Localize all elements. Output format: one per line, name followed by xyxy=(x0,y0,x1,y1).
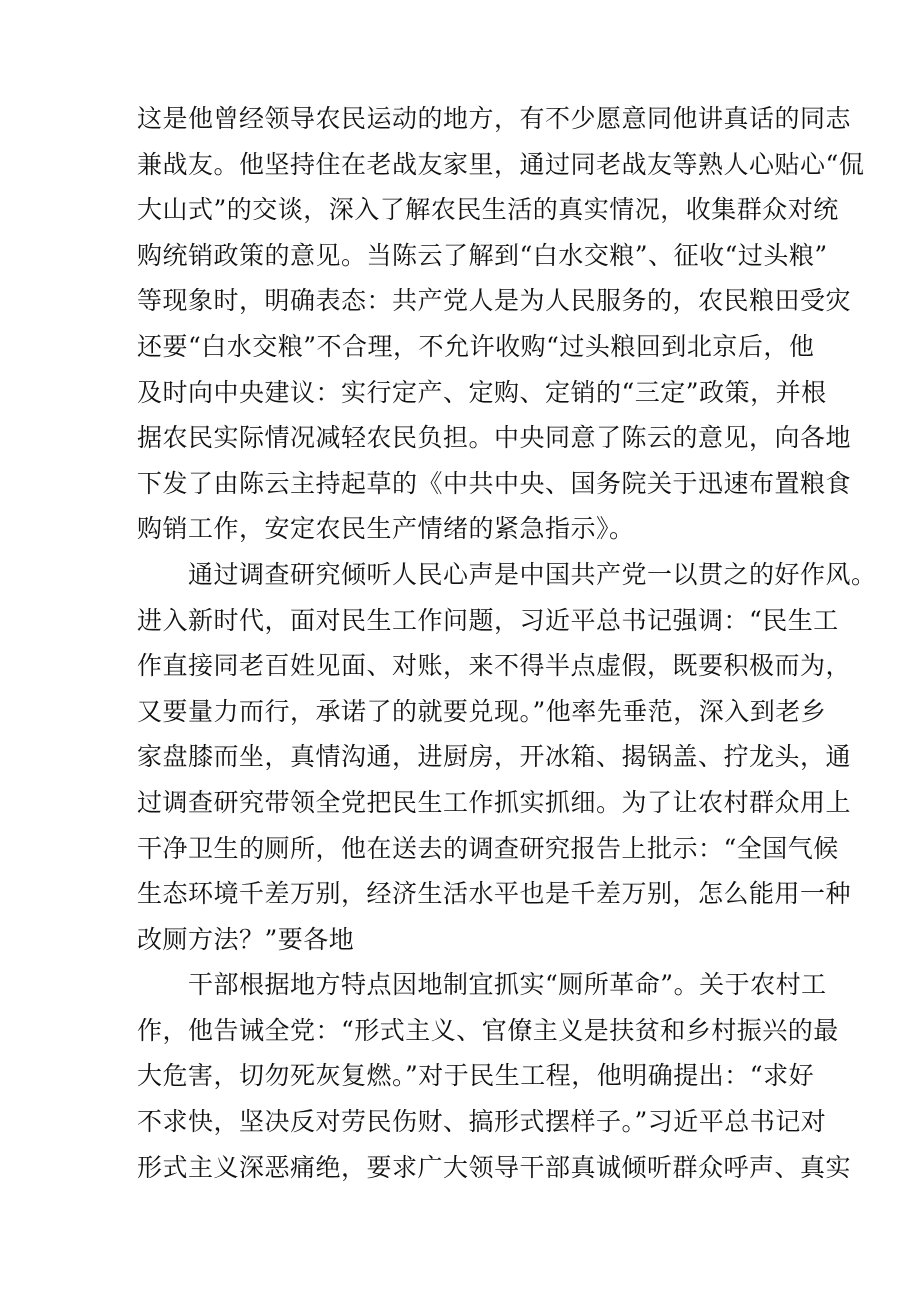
text-line: 通过调查研究倾听人民心声是中国共产党一以贯之的好作风。 xyxy=(137,559,877,589)
text-line: 大危害，切勿死灰复燃。”对于民生工程，他明确提出：“求好 xyxy=(137,1061,815,1091)
text-line: 及时向中央建议：实行定产、定购、定销的“三定”政策，并根 xyxy=(137,377,827,407)
text-line: 购统销政策的意见。当陈云了解到“白水交粮”、征收“过头粮” xyxy=(137,240,828,270)
text-line: 干净卫生的厕所，他在送去的调查研究报告上批示：“全国气候 xyxy=(137,833,839,863)
text-line: 兼战友。他坚持住在老战友家里，通过同老战友等熟人心贴心“侃 xyxy=(137,149,865,179)
text-line: 过调查研究带领全党把民生工作抓实抓细。为了让农村群众用上 xyxy=(137,787,852,817)
text-line: 这是他曾经领导农民运动的地方，有不少愿意同他讲真话的同志 xyxy=(137,104,852,133)
text-line: 据农民实际情况减轻农民负担。中央同意了陈云的意见，向各地 xyxy=(137,423,852,453)
text-line: 还要“白水交粮”不合理，不允许收购“过头粮回到北京后，他 xyxy=(137,331,815,361)
text-line: 不求快，坚决反对劳民伤财、搞形式摆样子。”习近平总书记对 xyxy=(137,1107,827,1137)
text-line: 干部根据地方特点因地制宜抓实“厕所革命”。关于农村工 xyxy=(137,970,827,1000)
text-line: 作，他告诫全党：“形式主义、官僚主义是扶贫和乡村振兴的最 xyxy=(137,1015,839,1045)
text-line: 进入新时代，面对民生工作问题，习近平总书记强调：“民生工 xyxy=(137,605,839,635)
text-line: 形式主义深恶痛绝，要求广大领导干部真诚倾听群众呼声、真实 xyxy=(137,1152,852,1182)
text-line: 等现象时，明确表态：共产党人是为人民服务的，农民粮田受灾 xyxy=(137,286,852,316)
text-line: 又要量力而行，承诺了的就要兑现。”他率先垂范，深入到老乡 xyxy=(137,696,827,726)
text-line: 购销工作，安定农民生产情绪的紧急指示》。 xyxy=(137,514,635,544)
text-line: 改厕方法？”要各地 xyxy=(137,924,355,954)
text-line: 作直接同老百姓见面、对账，来不得半点虚假，既要积极而为， xyxy=(137,651,852,681)
body-text xyxy=(137,96,877,1190)
text-line: 家盘膝而坐，真情沟通，进厨房，开冰箱、揭锅盖、拧龙头，通 xyxy=(137,742,852,772)
text-line: 生态环境千差万别，经济生活水平也是千差万别，怎么能用一种 xyxy=(137,879,852,909)
text-line: 下发了由陈云主持起草的《中共中央、国务院关于迅速布置粮食 xyxy=(137,468,852,498)
text-line: 大山式”的交谈，深入了解农民生活的真实情况，收集群众对统 xyxy=(137,195,839,225)
